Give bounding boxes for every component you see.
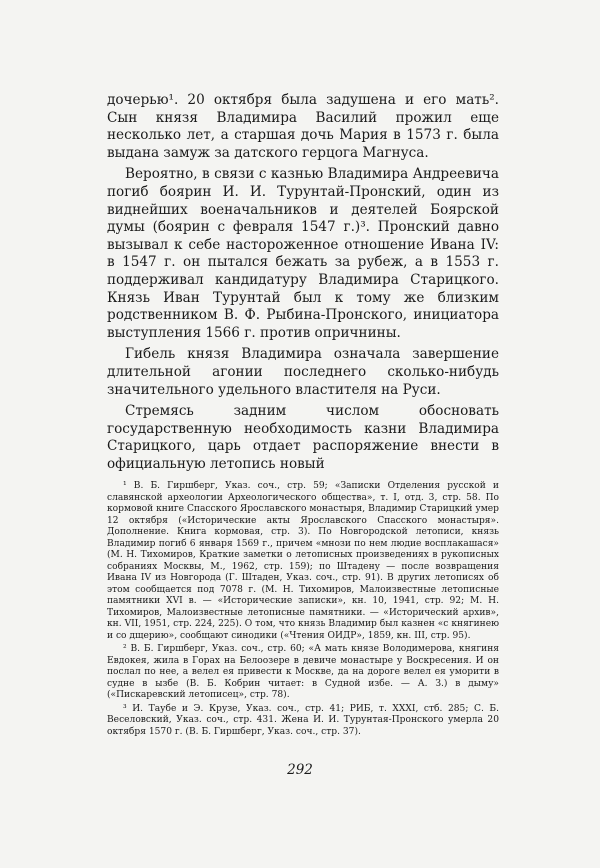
paragraph-3: Гибель князя Владимира означала завершение длительной агонии последнего сколько-нибудь значительного удельного властителя на Руси. xyxy=(107,346,499,398)
paragraph-2: Вероятно, в связи с казнью Владимира Андреевича погиб боярин И. И. Турунтай-Пронский, один из виднейших военачальников и деятелей Боярской думы (боярин с февраля 1547 г.)³. Пронский давно вызывал к себе настороженное отношение Ивана IV: в 1547 г. он пытался бежать за рубеж, а в 1553 г. поддерживал кандидатуру Владимира Старицкого. Князь Иван Турунтай был к тому же близким родственником В. Ф. Рыбина-Пронского, инициатора выступления 1566 г. против опричнины. xyxy=(107,166,499,341)
main-text xyxy=(107,92,499,473)
page-number: 292 xyxy=(287,762,313,778)
footnote-2: ² В. Б. Гиршберг, Указ. соч., стр. 60; «А мать князе Володимерова, княгиня Евдокея, жила в Горах на Белоозере в девиче монастыре у Воскресения. И он послал по нее, а велел ея привести к Москве, да на дороге велел ея уморити в судне в ызбе (В. Б. Кобрин читает: в Судной избе. — А. З.) в дыму» («Пискаревский летописец», стр. 78). xyxy=(107,644,499,700)
footnote-3: ³ И. Таубе и Э. Крузе, Указ. соч., стр. 41; РИБ, т. XXXI, стб. 285; С. Б. Веселовский, Указ. соч., стр. 431. Жена И. И. Турунтая-Пронского умерла 20 октября 1570 г. (В. Б. Гиршберг, Указ. соч., стр. 37). xyxy=(107,703,499,737)
paragraph-1: дочерью¹. 20 октября была задушена и его мать². Сын князя Владимира Василий прожил еще несколько лет, а старшая дочь Мария в 1573 г. была выдана замуж за датского герцога Магнуса. xyxy=(107,92,499,161)
paragraph-4: Стремясь задним числом обосновать государственную необходимость казни Владимира Старицкого, царь отдает распоряжение внести в официальную летопись новый xyxy=(107,403,499,472)
footnote-1: ¹ В. Б. Гиршберг, Указ. соч., стр. 59; «Записки Отделения русской и славянской археологии Археологического общества», т. I, отд. 3, стр. 58. По кормовой книге Спасского Ярославского монастыря, Владимир Старицкий умер 12 октября («Исторические акты Ярославского Спасского монастыря». Дополнение. Книга кормовая, стр. 3). По Новгородской летописи, князь Владимир погиб 6 января 1569 г., причем «мнози по нем людие восплакашася» (М. Н. Тихомиров, Краткие заметки о летописных произведениях в рукописных собраниях Москвы, М., 1962, стр. 159); по Штадену — после возвращения Ивана IV из Новгорода (Г. Штаден, Указ. соч., стр. 91). В других летописях об этом сообщается под 7078 г. (М. Н. Тихомиров, Малоизвестные летописные памятники XVI в. — «Исторические записки», кн. 10, 1941, стр. 92; М. Н. Тихомиров, Малоизвестные летописные памятники. — «Исторический архив», кн. VII, 1951, стр. 224, 225). О том, что князь Владимир был казнен «с княгинею и со дщерию», сообщают синодики («Чтения ОИДР», 1859, кн. III, стр. 95). xyxy=(107,481,499,641)
footnotes xyxy=(107,481,499,740)
